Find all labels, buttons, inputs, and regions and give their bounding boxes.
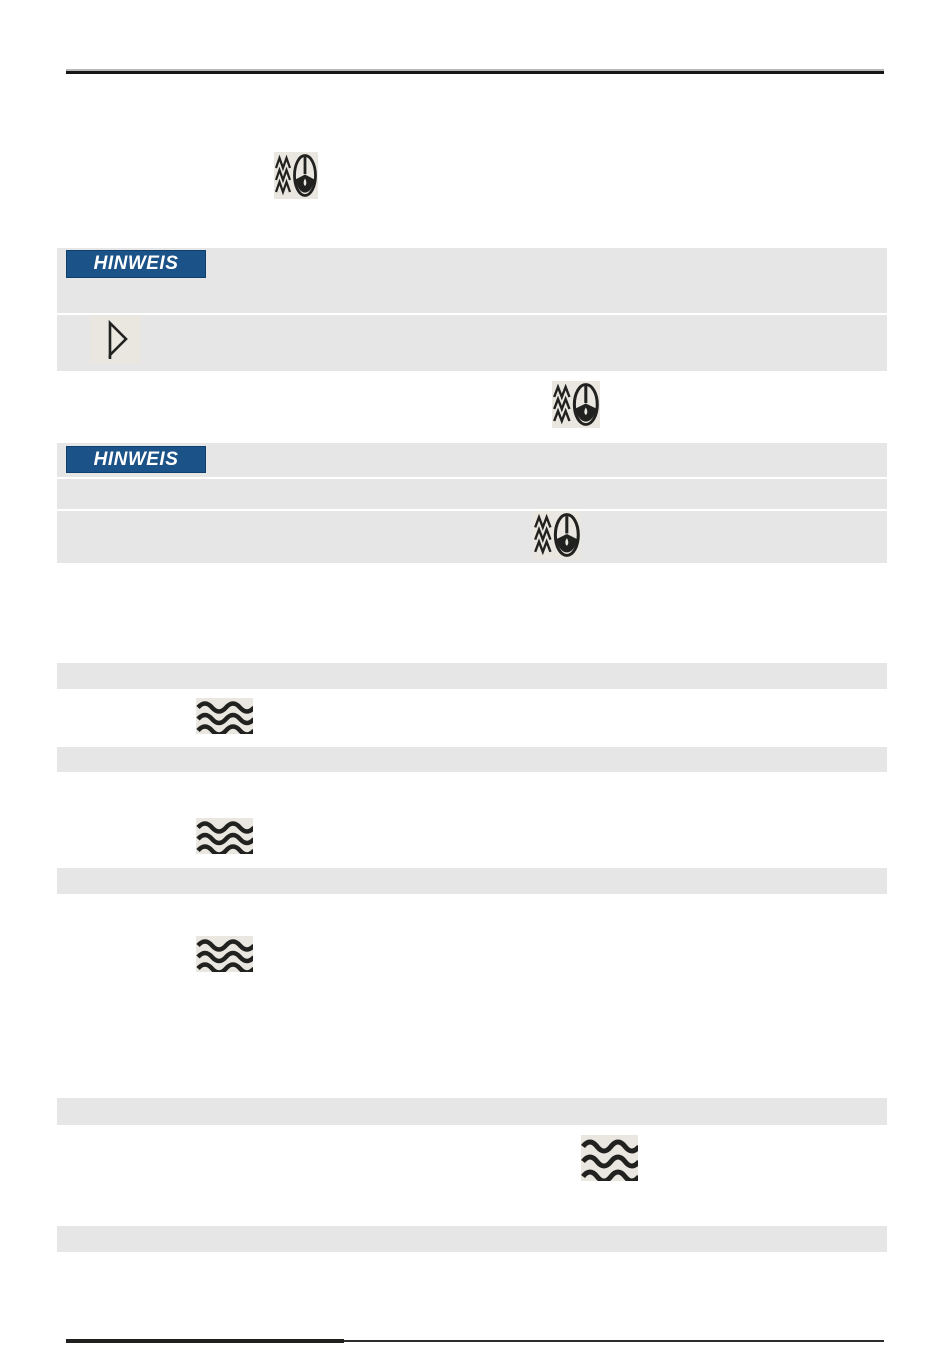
note-block-1 bbox=[57, 248, 887, 371]
section-bar bbox=[57, 747, 887, 772]
note-block-1-row-1 bbox=[57, 248, 887, 313]
footer-rule-right bbox=[344, 1340, 884, 1342]
heating-waves-icon bbox=[196, 936, 253, 972]
section-bar bbox=[57, 868, 887, 894]
section-bar bbox=[57, 1226, 887, 1252]
hinweis-badge-label: HINWEIS bbox=[93, 448, 179, 470]
note-block-1-row-2 bbox=[57, 315, 887, 371]
heating-waves-icon bbox=[581, 1135, 638, 1181]
header-rule bbox=[66, 71, 884, 74]
hinweis-badge bbox=[66, 446, 206, 473]
footer-rule-left bbox=[66, 1339, 344, 1343]
section-bar bbox=[57, 1098, 887, 1125]
steering-wheel-heating-icon bbox=[552, 381, 600, 428]
instruction-arrow-icon bbox=[90, 315, 141, 363]
note-block-2-row-1 bbox=[57, 443, 887, 477]
note-block-2 bbox=[57, 443, 887, 563]
hinweis-badge bbox=[66, 250, 206, 278]
section-bar bbox=[57, 663, 887, 689]
steering-wheel-heating-icon bbox=[533, 511, 581, 559]
hinweis-badge-label: HINWEIS bbox=[93, 253, 179, 274]
steering-wheel-heating-icon bbox=[274, 152, 318, 199]
note-block-2-row-2 bbox=[57, 479, 887, 509]
note-block-2-row-3 bbox=[57, 511, 887, 563]
heating-waves-icon bbox=[196, 698, 253, 734]
heating-waves-icon bbox=[196, 818, 253, 854]
